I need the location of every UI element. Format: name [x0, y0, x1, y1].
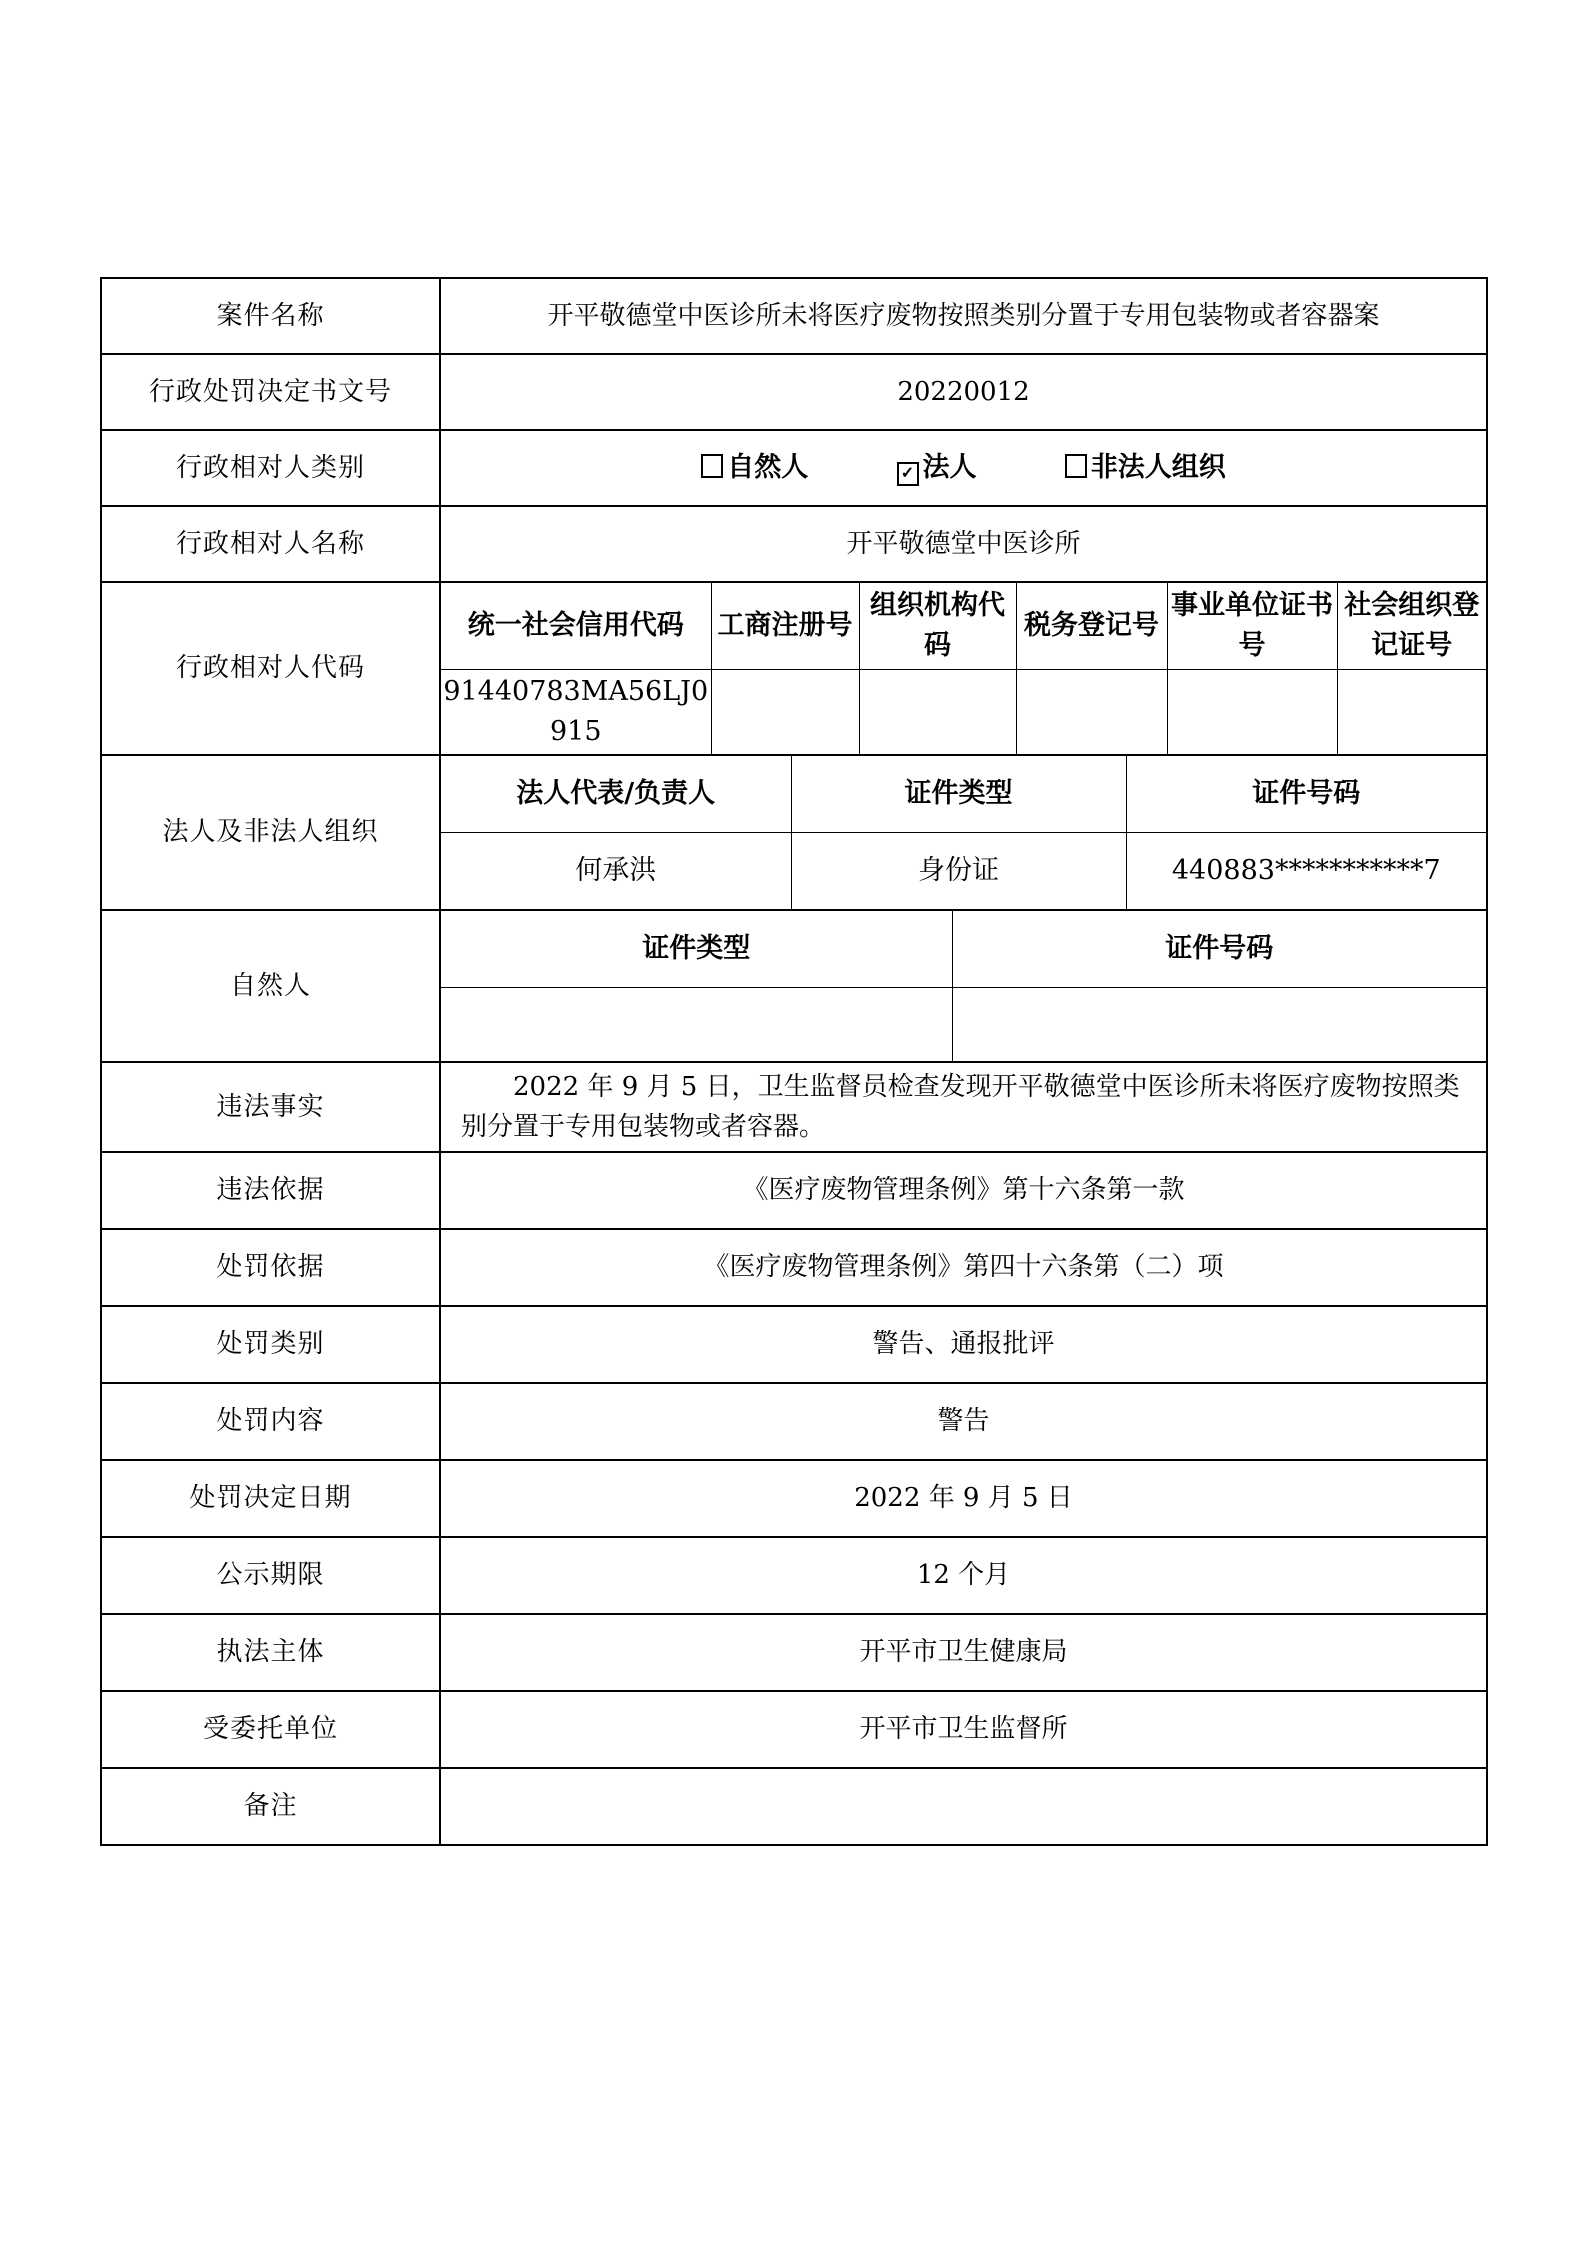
option-legal-person[interactable] [897, 448, 977, 489]
natural-person-grid [440, 910, 1487, 1062]
row-facts [101, 1062, 1487, 1152]
option-unincorporated-org[interactable] [1065, 448, 1226, 489]
row-party-code [101, 582, 1487, 755]
row-enforcement-body [101, 1614, 1487, 1691]
option-legal-person-label: 法人 [922, 451, 977, 483]
row-decision-date [101, 1460, 1487, 1537]
checkbox-checked-icon[interactable]: ✓ [897, 462, 919, 486]
value-unified-credit-code: 91440783MA56LJ0915 [441, 669, 711, 754]
value-org-code [859, 669, 1016, 754]
header-np-id-type: 证件类型 [441, 911, 952, 987]
header-social-org-reg-no: 社会组织登记证号 [1337, 583, 1486, 669]
decision-date-value: 2022 年 9 月 5 日 [440, 1460, 1487, 1537]
party-code-label: 行政相对人代码 [101, 582, 440, 755]
entrusted-unit-value: 开平市卫生监督所 [440, 1691, 1487, 1768]
value-business-reg-no [711, 669, 859, 754]
header-business-reg-no: 工商注册号 [711, 583, 859, 669]
row-legal-entity [101, 755, 1487, 910]
penalty-category-label: 处罚类别 [101, 1306, 440, 1383]
header-id-number: 证件号码 [1126, 756, 1486, 832]
row-violation-basis [101, 1152, 1487, 1229]
natural-person-label: 自然人 [101, 910, 440, 1062]
penalty-category-value: 警告、通报批评 [440, 1306, 1487, 1383]
value-social-org-reg-no [1337, 669, 1486, 754]
row-party-name [101, 506, 1487, 582]
row-natural-person [101, 910, 1487, 1062]
header-np-id-number: 证件号码 [952, 911, 1486, 987]
party-code-grid [440, 582, 1487, 755]
facts-label: 违法事实 [101, 1062, 440, 1152]
decision-date-label: 处罚决定日期 [101, 1460, 440, 1537]
row-penalty-category [101, 1306, 1487, 1383]
row-remarks [101, 1768, 1487, 1845]
party-type-label: 行政相对人类别 [101, 430, 440, 506]
case-name-value: 开平敬德堂中医诊所未将医疗废物按照类别分置于专用包装物或者容器案 [440, 278, 1487, 354]
decision-no-value: 20220012 [440, 354, 1487, 430]
penalty-basis-value: 《医疗废物管理条例》第四十六条第（二）项 [440, 1229, 1487, 1306]
option-natural-person-label: 自然人 [727, 451, 809, 483]
enforcement-body-value: 开平市卫生健康局 [440, 1614, 1487, 1691]
row-penalty-content [101, 1383, 1487, 1460]
row-penalty-basis [101, 1229, 1487, 1306]
publicity-period-label: 公示期限 [101, 1537, 440, 1614]
party-name-value: 开平敬德堂中医诊所 [440, 506, 1487, 582]
value-np-id-type [441, 987, 952, 1061]
row-decision-no [101, 354, 1487, 430]
entrusted-unit-label: 受委托单位 [101, 1691, 440, 1768]
value-id-type: 身份证 [791, 832, 1126, 909]
violation-basis-value: 《医疗废物管理条例》第十六条第一款 [440, 1152, 1487, 1229]
checkbox-empty-icon[interactable] [1065, 454, 1087, 478]
party-name-label: 行政相对人名称 [101, 506, 440, 582]
header-tax-reg-no: 税务登记号 [1016, 583, 1167, 669]
option-unincorporated-org-label: 非法人组织 [1090, 451, 1226, 483]
header-id-type: 证件类型 [791, 756, 1126, 832]
party-type-options [440, 430, 1487, 506]
penalty-content-label: 处罚内容 [101, 1383, 440, 1460]
header-unified-credit-code: 统一社会信用代码 [441, 583, 711, 669]
row-publicity-period [101, 1537, 1487, 1614]
value-tax-reg-no [1016, 669, 1167, 754]
row-party-type [101, 430, 1487, 506]
row-entrusted-unit [101, 1691, 1487, 1768]
header-legal-rep: 法人代表/负责人 [441, 756, 791, 832]
penalty-content-value: 警告 [440, 1383, 1487, 1460]
value-legal-rep: 何承洪 [441, 832, 791, 909]
legal-entity-label: 法人及非法人组织 [101, 755, 440, 910]
publicity-period-value: 12 个月 [440, 1537, 1487, 1614]
checkbox-empty-icon[interactable] [701, 454, 723, 478]
remarks-label: 备注 [101, 1768, 440, 1845]
penalty-basis-label: 处罚依据 [101, 1229, 440, 1306]
header-org-code: 组织机构代码 [859, 583, 1016, 669]
violation-basis-label: 违法依据 [101, 1152, 440, 1229]
case-name-label: 案件名称 [101, 278, 440, 354]
header-institution-cert-no: 事业单位证书号 [1167, 583, 1337, 669]
value-institution-cert-no [1167, 669, 1337, 754]
value-id-number: 440883***********7 [1126, 832, 1486, 909]
value-np-id-number [952, 987, 1486, 1061]
remarks-value [440, 1768, 1487, 1845]
option-natural-person[interactable] [701, 448, 808, 489]
legal-entity-grid [440, 755, 1487, 910]
row-case-name [101, 278, 1487, 354]
decision-no-label: 行政处罚决定书文号 [101, 354, 440, 430]
facts-value: 2022 年 9 月 5 日，卫生监督员检查发现开平敬德堂中医诊所未将医疗废物按照类别分置于专用包装物或者容器。 [440, 1062, 1487, 1152]
enforcement-body-label: 执法主体 [101, 1614, 440, 1691]
penalty-disclosure-table [100, 277, 1488, 1846]
